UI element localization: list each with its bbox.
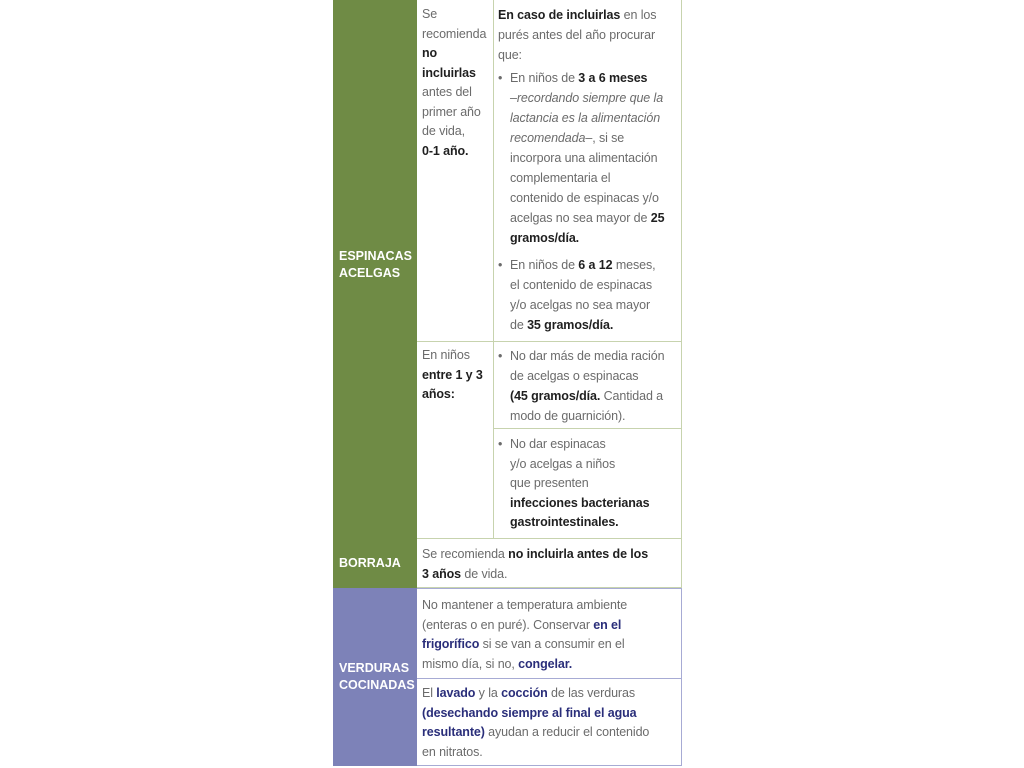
recommendation-list	[498, 68, 680, 335]
espinacas-recommendation-infections	[498, 435, 680, 533]
borraja-label: BORRAJA	[339, 556, 401, 570]
divider	[417, 538, 682, 539]
list-item: • No dar más de media ración de acelgas o espinacas (45 gramos/día. Cantidad a modo de guarnición).	[498, 346, 680, 426]
list-item: • En niños de 6 a 12 meses, el contenido de espinacas y/o acelgas no sea mayor de 35 gramos/día.	[498, 255, 680, 335]
list-item: • En niños de 3 a 6 meses –recordando siempre que la lactancia es la alimentación recomendada–, si se incorpora una alimentación complementaria el contenido de espinacas y/o acelgas no sea mayor de 25 gramos/día.	[498, 68, 680, 248]
espinacas-condition-1-to-3-years: En niños entre 1 y 3 años:	[422, 348, 483, 401]
verduras-label: VERDURAS COCINADAS	[339, 661, 415, 692]
espinacas-recommendation-under-one-year: En caso de incluirlas en los purés antes del año procurar que: • En niños de 3 a 6 meses –recordando siempre que la lactancia es la alimentación recomendada–, si se incorpora una alimentación complementaria el contenido de espinacas y/o acelgas no sea mayor de 25 gramos/día. • En niños de 6 a 12 meses, el contenido de espinacas y/o acelgas no sea mayor de 35 gramos/día.	[498, 5, 680, 335]
borraja-recommendation: Se recomienda no incluirla antes de los 3 años de vida.	[422, 547, 649, 581]
verduras-washing-recommendation: El lavado y la cocción de las verduras (desechando siempre al final el agua resultante) ayudan a reducir el contenido en nitratos.	[422, 686, 650, 759]
list-item: • No dar espinacas y/o acelgas a niños que presenten infecciones bacterianas gastrointestinales.	[498, 435, 680, 533]
espinacas-recommendation-portion	[498, 346, 680, 426]
espinacas-condition-first-year: Se recomienda no incluirlas antes del primer año de vida, 0-1 año.	[422, 7, 487, 158]
divider	[681, 539, 682, 588]
divider	[493, 428, 682, 429]
espinacas-label: ESPINACAS ACELGAS	[339, 249, 412, 280]
divider	[681, 0, 682, 539]
divider	[417, 341, 682, 342]
nutrition-table	[333, 0, 683, 768]
verduras-storage-recommendation: No mantener a temperatura ambiente (enteras o en puré). Conservar en el frigorífico si se van a consumir en el mismo día, si no, congelar.	[422, 598, 628, 671]
divider	[417, 678, 682, 679]
